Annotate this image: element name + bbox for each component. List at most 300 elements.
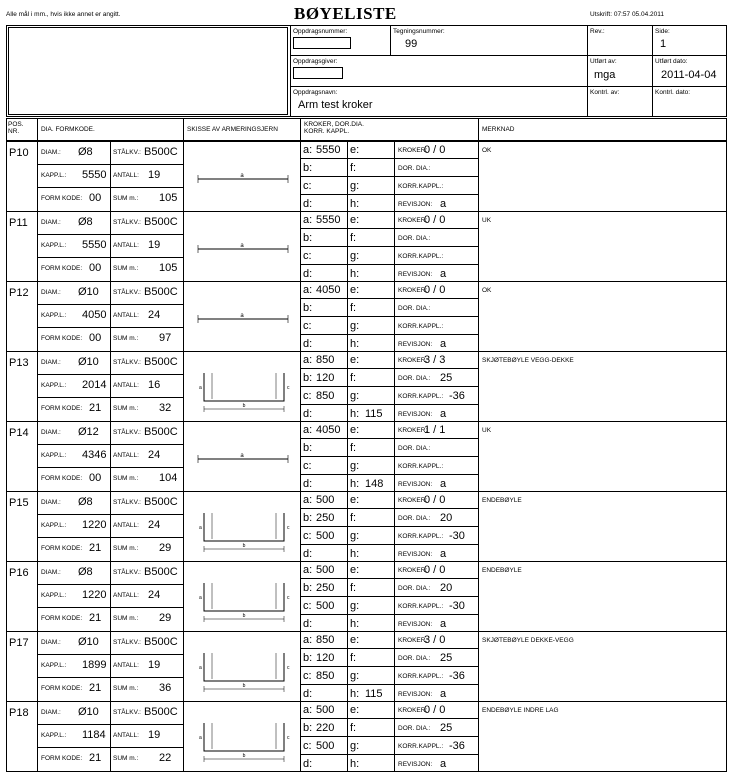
dim-c-value: 850 bbox=[316, 670, 335, 682]
kroker-label: KROKER: bbox=[398, 567, 428, 574]
kappl-value: 4346 bbox=[82, 449, 107, 461]
sum-value: 36 bbox=[159, 682, 172, 694]
kappl-label: KAPP.L.: bbox=[41, 662, 67, 669]
bar-line bbox=[204, 513, 284, 541]
tegningsnummer-value: 99 bbox=[405, 38, 418, 50]
dordia-label: DOR. DIA.: bbox=[398, 305, 431, 312]
kroker-value: 0 / 0 bbox=[424, 494, 446, 506]
dim-f-label: f: bbox=[350, 582, 357, 594]
dim-a-label: a: bbox=[303, 214, 313, 226]
dim-e-label: e: bbox=[350, 564, 360, 576]
dordia-label: DOR. DIA.: bbox=[398, 515, 431, 522]
sketch-dim-label: c bbox=[287, 385, 290, 391]
dim-h-value: 148 bbox=[365, 478, 384, 490]
antall-value: 24 bbox=[148, 519, 161, 531]
sketch-dim-label: a bbox=[199, 735, 202, 741]
sum-value: 29 bbox=[159, 542, 172, 554]
revisjon-value: a bbox=[440, 268, 447, 280]
logo-area bbox=[8, 27, 288, 115]
kappl-value: 5550 bbox=[82, 239, 107, 251]
antall-label: ANTALL: bbox=[113, 312, 139, 319]
sketch-dim-label: c bbox=[287, 665, 290, 671]
sketch-dim-label: a bbox=[199, 525, 202, 531]
sketch-dim-label: b bbox=[242, 403, 246, 409]
sketch-dim-label: b bbox=[242, 683, 246, 689]
dim-h-label: h: bbox=[350, 408, 360, 420]
dim-h-label: h: bbox=[350, 268, 360, 280]
sketch-dim-label: a bbox=[240, 453, 244, 459]
formkode-label: FORM KODE: bbox=[41, 615, 83, 622]
revisjon-value: a bbox=[440, 688, 447, 700]
dim-f-label: f: bbox=[350, 722, 357, 734]
side-value: 1 bbox=[660, 38, 667, 50]
sum-label: SUM m.: bbox=[113, 475, 139, 482]
col-skisse: SKISSE AV ARMERINGSJERN bbox=[187, 126, 278, 133]
kappl-label: KAPP.L.: bbox=[41, 732, 67, 739]
dim-d-label: d: bbox=[303, 758, 313, 770]
dordia-label: DOR. DIA.: bbox=[398, 375, 431, 382]
dim-b-value: 120 bbox=[316, 372, 335, 384]
merknad-value: ENDEBØYLE INDRE LAG bbox=[482, 707, 559, 714]
bar-line bbox=[204, 373, 284, 401]
antall-label: ANTALL: bbox=[113, 452, 139, 459]
korrkappl-label: KORR.KAPPL.: bbox=[398, 393, 444, 400]
kroker-value: 0 / 0 bbox=[424, 704, 446, 716]
sum-value: 97 bbox=[159, 332, 172, 344]
korrkappl-value: -36 bbox=[449, 670, 465, 682]
stalkv-label: STÅLKV.: bbox=[113, 569, 141, 576]
korrkappl-label: KORR.KAPPL.: bbox=[398, 743, 444, 750]
side-label: Side: bbox=[655, 28, 670, 35]
dim-d-label: d: bbox=[303, 408, 313, 420]
diam-label: DIAM.: bbox=[41, 569, 61, 576]
sketch-dim-label: a bbox=[199, 665, 202, 671]
sum-value: 104 bbox=[159, 472, 178, 484]
print-label: Utskrift: bbox=[590, 11, 613, 18]
kroker-label: KROKER: bbox=[398, 707, 428, 714]
korrkappl-label: KORR.KAPPL.: bbox=[398, 463, 444, 470]
dim-g-label: g: bbox=[350, 600, 360, 612]
kappl-label: KAPP.L.: bbox=[41, 242, 67, 249]
dordia-label: DOR. DIA.: bbox=[398, 585, 431, 592]
revisjon-label: REVISJON: bbox=[398, 411, 433, 418]
antall-value: 24 bbox=[148, 589, 161, 601]
stalkv-value: B500C bbox=[144, 216, 178, 228]
formkode-label: FORM KODE: bbox=[41, 405, 83, 412]
sketch-dim-label: b bbox=[242, 613, 246, 619]
stalkv-value: B500C bbox=[144, 566, 178, 578]
oppdragsgiver-label: Oppdragsgiver: bbox=[293, 58, 338, 65]
antall-label: ANTALL: bbox=[113, 382, 139, 389]
dordia-label: DOR. DIA.: bbox=[398, 655, 431, 662]
kappl-label: KAPP.L.: bbox=[41, 592, 67, 599]
dim-b-label: b: bbox=[303, 512, 313, 524]
korrkappl-value: -30 bbox=[449, 600, 465, 612]
dim-c-value: 500 bbox=[316, 600, 335, 612]
antall-label: ANTALL: bbox=[113, 662, 139, 669]
stalkv-label: STÅLKV.: bbox=[113, 149, 141, 156]
dim-h-label: h: bbox=[350, 688, 360, 700]
dordia-label: DOR. DIA.: bbox=[398, 235, 431, 242]
rebar-sketch bbox=[184, 421, 300, 491]
dim-g-label: g: bbox=[350, 530, 360, 542]
dim-h-value: 115 bbox=[365, 408, 383, 420]
stalkv-label: STÅLKV.: bbox=[113, 289, 141, 296]
dim-a-value: 500 bbox=[316, 704, 335, 716]
rev-label: Rev.: bbox=[590, 28, 605, 35]
kroker-value: 0 / 0 bbox=[424, 564, 446, 576]
oppdragsnummer-input[interactable] bbox=[293, 37, 351, 49]
kroker-label: KROKER: bbox=[398, 497, 428, 504]
kappl-label: KAPP.L.: bbox=[41, 452, 67, 459]
print-info bbox=[590, 11, 664, 18]
revisjon-label: REVISJON: bbox=[398, 621, 433, 628]
sum-value: 22 bbox=[159, 752, 172, 764]
dim-a-value: 5550 bbox=[316, 144, 341, 156]
stalkv-value: B500C bbox=[144, 706, 178, 718]
diam-value: Ø10 bbox=[78, 356, 99, 368]
sketch-dim-label: c bbox=[287, 525, 290, 531]
diam-value: Ø10 bbox=[78, 706, 99, 718]
formkode-label: FORM KODE: bbox=[41, 685, 83, 692]
dim-a-label: a: bbox=[303, 634, 313, 646]
revisjon-value: a bbox=[440, 198, 447, 210]
dim-g-label: g: bbox=[350, 250, 360, 262]
stalkv-label: STÅLKV.: bbox=[113, 639, 141, 646]
dim-a-label: a: bbox=[303, 494, 313, 506]
antall-label: ANTALL: bbox=[113, 732, 139, 739]
dim-h-label: h: bbox=[350, 618, 360, 630]
dim-h-label: h: bbox=[350, 548, 360, 560]
formkode-label: FORM KODE: bbox=[41, 335, 83, 342]
revisjon-label: REVISJON: bbox=[398, 201, 433, 208]
revisjon-label: REVISJON: bbox=[398, 341, 433, 348]
formkode-value: 00 bbox=[89, 192, 102, 204]
merknad-value: SKJØTEBØYLE VEGG-DEKKE bbox=[482, 357, 574, 364]
dordia-value: 20 bbox=[440, 582, 453, 594]
col-pos: POS. NR. bbox=[8, 121, 24, 135]
diam-value: Ø10 bbox=[78, 286, 99, 298]
dordia-value: 20 bbox=[440, 512, 453, 524]
korrkappl-value: -36 bbox=[449, 740, 465, 752]
dim-c-label: c: bbox=[303, 250, 312, 262]
dim-b-label: b: bbox=[303, 652, 313, 664]
sketch-dim-label: a bbox=[240, 243, 244, 249]
revisjon-value: a bbox=[440, 408, 447, 420]
formkode-label: FORM KODE: bbox=[41, 475, 83, 482]
formkode-value: 00 bbox=[89, 472, 102, 484]
page-title: BØYELISTE bbox=[294, 4, 397, 23]
kappl-label: KAPP.L.: bbox=[41, 312, 67, 319]
bar-line bbox=[204, 653, 284, 681]
diam-label: DIAM.: bbox=[41, 499, 61, 506]
rebar-sketch bbox=[184, 211, 300, 281]
dim-g-label: g: bbox=[350, 390, 360, 402]
dordia-label: DOR. DIA.: bbox=[398, 725, 431, 732]
sum-label: SUM m.: bbox=[113, 685, 139, 692]
formkode-value: 21 bbox=[89, 752, 102, 764]
formkode-label: FORM KODE: bbox=[41, 545, 83, 552]
dim-b-value: 220 bbox=[316, 722, 335, 734]
pos-number: P17 bbox=[9, 637, 29, 649]
revisjon-value: a bbox=[440, 548, 447, 560]
korrkappl-value: -30 bbox=[449, 530, 465, 542]
stalkv-value: B500C bbox=[144, 496, 178, 508]
oppdragsgiver-input[interactable] bbox=[293, 67, 343, 79]
dim-a-label: a: bbox=[303, 354, 313, 366]
col-merknad: MERKNAD bbox=[482, 126, 515, 133]
dim-a-value: 500 bbox=[316, 494, 335, 506]
diam-value: Ø12 bbox=[78, 426, 99, 438]
antall-label: ANTALL: bbox=[113, 592, 139, 599]
dim-a-value: 850 bbox=[316, 354, 335, 366]
sketch-dim-label: c bbox=[287, 595, 290, 601]
units-note: Alle mål i mm., hvis ikke annet er angitt. bbox=[6, 11, 121, 18]
stalkv-label: STÅLKV.: bbox=[113, 359, 141, 366]
dim-b-label: b: bbox=[303, 232, 313, 244]
diam-value: Ø8 bbox=[78, 496, 93, 508]
revisjon-value: a bbox=[440, 618, 447, 630]
rebar-sketch bbox=[184, 141, 300, 211]
kroker-label: KROKER: bbox=[398, 147, 428, 154]
dim-a-label: a: bbox=[303, 284, 313, 296]
sum-label: SUM m.: bbox=[113, 335, 139, 342]
dim-e-label: e: bbox=[350, 634, 360, 646]
dordia-value: 25 bbox=[440, 722, 453, 734]
kappl-value: 1220 bbox=[82, 519, 107, 531]
revisjon-value: a bbox=[440, 478, 447, 490]
kappl-value: 5550 bbox=[82, 169, 107, 181]
formkode-label: FORM KODE: bbox=[41, 755, 83, 762]
dim-h-label: h: bbox=[350, 338, 360, 350]
dim-a-label: a: bbox=[303, 704, 313, 716]
sketch-dim-label: b bbox=[242, 543, 246, 549]
dim-d-label: d: bbox=[303, 478, 313, 490]
revisjon-value: a bbox=[440, 338, 447, 350]
antall-label: ANTALL: bbox=[113, 522, 139, 529]
kroker-value: 0 / 0 bbox=[424, 284, 446, 296]
merknad-value: ENDEBØYLE bbox=[482, 497, 522, 504]
kroker-value: 1 / 1 bbox=[424, 424, 446, 436]
dim-d-label: d: bbox=[303, 338, 313, 350]
korrkappl-label: KORR.KAPPL.: bbox=[398, 323, 444, 330]
dim-c-label: c: bbox=[303, 180, 312, 192]
formkode-value: 21 bbox=[89, 402, 102, 414]
diam-value: Ø8 bbox=[78, 216, 93, 228]
kroker-label: KROKER: bbox=[398, 217, 428, 224]
dim-f-label: f: bbox=[350, 232, 357, 244]
stalkv-label: STÅLKV.: bbox=[113, 429, 141, 436]
korrkappl-label: KORR.KAPPL.: bbox=[398, 603, 444, 610]
sum-label: SUM m.: bbox=[113, 615, 139, 622]
stalkv-label: STÅLKV.: bbox=[113, 219, 141, 226]
dim-c-label: c: bbox=[303, 740, 312, 752]
dim-c-label: c: bbox=[303, 460, 312, 472]
diam-label: DIAM.: bbox=[41, 289, 61, 296]
formkode-value: 00 bbox=[89, 332, 102, 344]
sum-label: SUM m.: bbox=[113, 265, 139, 272]
dim-e-label: e: bbox=[350, 144, 360, 156]
revisjon-label: REVISJON: bbox=[398, 691, 433, 698]
col-kroker: KROKER, DOR.DIA. KORR. KAPPL. bbox=[304, 121, 364, 135]
dim-e-label: e: bbox=[350, 354, 360, 366]
formkode-value: 00 bbox=[89, 262, 102, 274]
dim-h-label: h: bbox=[350, 198, 360, 210]
stalkv-value: B500C bbox=[144, 356, 178, 368]
sum-value: 105 bbox=[159, 262, 178, 274]
kappl-label: KAPP.L.: bbox=[41, 522, 67, 529]
dim-e-label: e: bbox=[350, 214, 360, 226]
rebar-sketch bbox=[184, 631, 300, 701]
antall-value: 19 bbox=[148, 659, 161, 671]
dim-f-label: f: bbox=[350, 442, 357, 454]
pos-number: P18 bbox=[9, 707, 29, 719]
antall-label: ANTALL: bbox=[113, 172, 139, 179]
merknad-value: OK bbox=[482, 287, 492, 294]
merknad-value: OK bbox=[482, 147, 492, 154]
merknad-value: ENDEBØYLE bbox=[482, 567, 522, 574]
utfart-dato-value: 2011-04-04 bbox=[661, 69, 717, 81]
kontrl-av-label: Kontrl. av: bbox=[590, 89, 620, 96]
oppdragsnavn-value: Arm test kroker bbox=[298, 99, 373, 111]
dim-c-label: c: bbox=[303, 530, 312, 542]
pos-number: P13 bbox=[9, 357, 29, 369]
dim-f-label: f: bbox=[350, 162, 357, 174]
dim-c-label: c: bbox=[303, 390, 312, 402]
dordia-label: DOR. DIA.: bbox=[398, 165, 431, 172]
revisjon-label: REVISJON: bbox=[398, 761, 433, 768]
dim-e-label: e: bbox=[350, 424, 360, 436]
print-time: 07:57 bbox=[613, 11, 631, 18]
dim-b-value: 250 bbox=[316, 582, 335, 594]
revisjon-label: REVISJON: bbox=[398, 271, 433, 278]
sum-label: SUM m.: bbox=[113, 195, 139, 202]
korrkappl-label: KORR.KAPPL.: bbox=[398, 673, 444, 680]
dim-c-value: 500 bbox=[316, 740, 335, 752]
antall-value: 24 bbox=[148, 309, 161, 321]
sketch-dim-label: a bbox=[199, 595, 202, 601]
dim-h-label: h: bbox=[350, 758, 360, 770]
col-dia: DIA. FORMKODE. bbox=[41, 126, 95, 133]
dim-h-label: h: bbox=[350, 478, 360, 490]
dim-f-label: f: bbox=[350, 512, 357, 524]
sum-value: 32 bbox=[159, 402, 172, 414]
dim-a-value: 850 bbox=[316, 634, 335, 646]
diam-label: DIAM.: bbox=[41, 709, 61, 716]
dim-e-label: e: bbox=[350, 494, 360, 506]
revisjon-label: REVISJON: bbox=[398, 551, 433, 558]
formkode-label: FORM KODE: bbox=[41, 195, 83, 202]
antall-label: ANTALL: bbox=[113, 242, 139, 249]
rebar-sketch bbox=[184, 491, 300, 561]
formkode-value: 21 bbox=[89, 612, 102, 624]
dim-a-label: a: bbox=[303, 564, 313, 576]
antall-value: 24 bbox=[148, 449, 161, 461]
dim-b-label: b: bbox=[303, 162, 313, 174]
antall-value: 16 bbox=[148, 379, 161, 391]
kontrl-dato-label: Kontrl. dato: bbox=[655, 89, 691, 96]
print-date: 05.04.2011 bbox=[631, 11, 664, 18]
dim-f-label: f: bbox=[350, 652, 357, 664]
pos-number: P10 bbox=[9, 147, 29, 159]
sketch-dim-label: a bbox=[240, 313, 244, 319]
revisjon-value: a bbox=[440, 758, 447, 770]
dim-e-label: e: bbox=[350, 704, 360, 716]
dim-d-label: d: bbox=[303, 198, 313, 210]
rebar-sketch bbox=[184, 351, 300, 421]
pos-number: P16 bbox=[9, 567, 29, 579]
dim-a-label: a: bbox=[303, 144, 313, 156]
dim-b-label: b: bbox=[303, 442, 313, 454]
dim-a-value: 5550 bbox=[316, 214, 341, 226]
merknad-value: UK bbox=[482, 427, 492, 434]
dim-b-label: b: bbox=[303, 372, 313, 384]
utfart-dato-label: Utført dato: bbox=[655, 58, 688, 65]
kroker-label: KROKER: bbox=[398, 427, 428, 434]
dordia-value: 25 bbox=[440, 372, 453, 384]
sum-label: SUM m.: bbox=[113, 545, 139, 552]
dim-a-value: 500 bbox=[316, 564, 335, 576]
dim-d-label: d: bbox=[303, 548, 313, 560]
kappl-value: 4050 bbox=[82, 309, 107, 321]
kroker-value: 0 / 0 bbox=[424, 214, 446, 226]
dordia-value: 25 bbox=[440, 652, 453, 664]
dim-g-label: g: bbox=[350, 670, 360, 682]
kroker-label: KROKER: bbox=[398, 357, 428, 364]
kappl-label: KAPP.L.: bbox=[41, 172, 67, 179]
dim-d-label: d: bbox=[303, 688, 313, 700]
dim-d-label: d: bbox=[303, 618, 313, 630]
kappl-value: 1899 bbox=[82, 659, 107, 671]
dim-g-label: g: bbox=[350, 740, 360, 752]
dim-a-value: 4050 bbox=[316, 284, 341, 296]
diam-label: DIAM.: bbox=[41, 219, 61, 226]
merknad-value: SKJØTEBØYLE DEKKE-VEGG bbox=[482, 637, 574, 644]
sketch-dim-label: a bbox=[199, 385, 202, 391]
revisjon-label: REVISJON: bbox=[398, 481, 433, 488]
utfart-av-value: mga bbox=[594, 69, 616, 81]
dim-b-value: 120 bbox=[316, 652, 335, 664]
dim-c-value: 850 bbox=[316, 390, 335, 402]
dim-g-label: g: bbox=[350, 460, 360, 472]
diam-label: DIAM.: bbox=[41, 359, 61, 366]
dim-f-label: f: bbox=[350, 372, 357, 384]
diam-value: Ø8 bbox=[78, 146, 93, 158]
kroker-value: 0 / 0 bbox=[424, 144, 446, 156]
dim-b-value: 250 bbox=[316, 512, 335, 524]
kroker-label: KROKER: bbox=[398, 637, 428, 644]
formkode-label: FORM KODE: bbox=[41, 265, 83, 272]
diam-value: Ø8 bbox=[78, 566, 93, 578]
rebar-sketch bbox=[184, 281, 300, 351]
stalkv-value: B500C bbox=[144, 636, 178, 648]
diam-label: DIAM.: bbox=[41, 149, 61, 156]
pos-number: P15 bbox=[9, 497, 29, 509]
dim-c-label: c: bbox=[303, 670, 312, 682]
kappl-value: 1220 bbox=[82, 589, 107, 601]
korrkappl-label: KORR.KAPPL.: bbox=[398, 533, 444, 540]
sketch-dim-label: c bbox=[287, 735, 290, 741]
kappl-label: KAPP.L.: bbox=[41, 382, 67, 389]
antall-value: 19 bbox=[148, 729, 161, 741]
stalkv-value: B500C bbox=[144, 146, 178, 158]
sketch-dim-label: b bbox=[242, 753, 246, 759]
formkode-value: 21 bbox=[89, 542, 102, 554]
korrkappl-label: KORR.KAPPL.: bbox=[398, 253, 444, 260]
formkode-value: 21 bbox=[89, 682, 102, 694]
dim-d-label: d: bbox=[303, 268, 313, 280]
sum-value: 105 bbox=[159, 192, 178, 204]
